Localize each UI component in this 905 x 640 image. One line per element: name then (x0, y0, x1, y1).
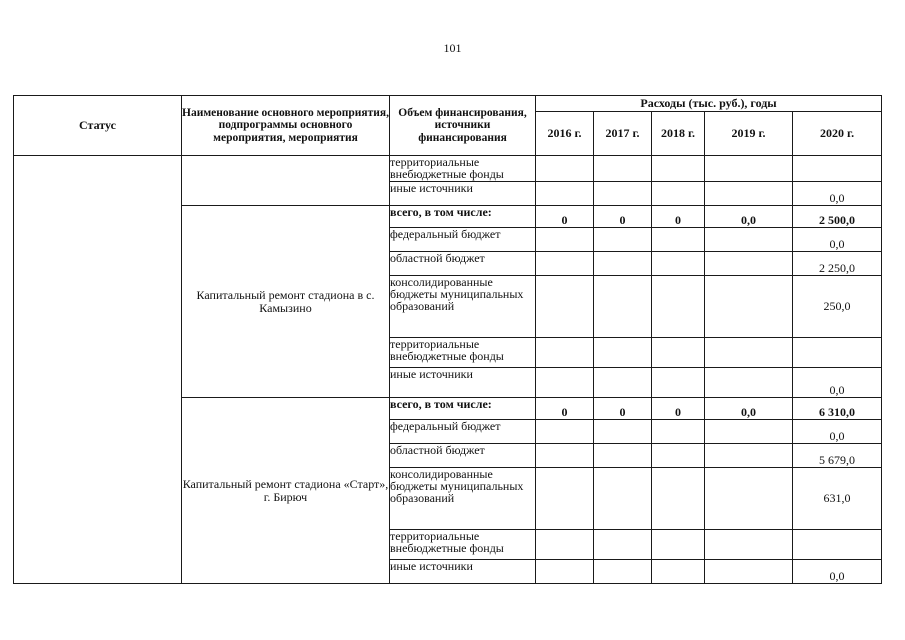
value-cell (594, 338, 652, 368)
value-cell: 2 250,0 (793, 252, 882, 276)
value-cell (705, 156, 793, 182)
value-cell (705, 276, 793, 338)
value-cell: 0 (536, 206, 594, 228)
year-2020-header: 2020 г. (793, 112, 882, 156)
value-cell: 2 500,0 (793, 206, 882, 228)
year-2016-header: 2016 г. (536, 112, 594, 156)
value-cell (536, 228, 594, 252)
value-cell (594, 468, 652, 530)
value-cell: 0,0 (793, 182, 882, 206)
value-cell: 0 (594, 206, 652, 228)
source-cell: территориальные внебюджетные фонды (390, 156, 536, 182)
value-cell (594, 444, 652, 468)
value-cell: 5 679,0 (793, 444, 882, 468)
value-cell: 0,0 (793, 228, 882, 252)
value-cell (536, 468, 594, 530)
page-number: 101 (443, 41, 462, 55)
value-cell (793, 530, 882, 560)
financing-table (13, 95, 882, 584)
value-cell (594, 276, 652, 338)
value-cell (652, 228, 705, 252)
value-cell: 0,0 (793, 420, 882, 444)
value-cell (594, 560, 652, 584)
source-cell: всего, в том числе: (390, 206, 536, 228)
status-header: Статус (14, 96, 182, 156)
value-cell (793, 338, 882, 368)
year-2018-header: 2018 г. (652, 112, 705, 156)
value-cell (705, 468, 793, 530)
value-cell (594, 420, 652, 444)
source-cell: федеральный бюджет (390, 420, 536, 444)
value-cell (793, 156, 882, 182)
value-cell (594, 530, 652, 560)
event-name-header: Наименование основного мероприятия, подпрограммы основного мероприятия, мероприятия (182, 96, 390, 156)
value-cell (594, 182, 652, 206)
event-name-cell: Капитальный ремонт стадиона «Старт», г. Бирюч (182, 398, 390, 584)
value-cell (652, 530, 705, 560)
value-cell (536, 444, 594, 468)
value-cell (652, 338, 705, 368)
value-cell: 0,0 (705, 398, 793, 420)
funding-header: Объем финансирования, источники финансирования (390, 96, 536, 156)
value-cell (536, 338, 594, 368)
continuation-event-cell (182, 156, 390, 206)
value-cell (536, 252, 594, 276)
value-cell (594, 156, 652, 182)
value-cell (705, 252, 793, 276)
value-cell: 250,0 (793, 276, 882, 338)
expenses-header: Расходы (тыс. руб.), годы (536, 96, 882, 112)
value-cell (652, 276, 705, 338)
value-cell (705, 530, 793, 560)
source-cell: иные источники (390, 560, 536, 584)
value-cell (705, 228, 793, 252)
value-cell: 0,0 (793, 560, 882, 584)
source-cell: иные источники (390, 182, 536, 206)
source-cell: территориальные внебюджетные фонды (390, 338, 536, 368)
value-cell: 0 (536, 398, 594, 420)
source-cell: федеральный бюджет (390, 228, 536, 252)
value-cell (705, 560, 793, 584)
value-cell (536, 368, 594, 398)
year-2017-header: 2017 г. (594, 112, 652, 156)
value-cell (652, 252, 705, 276)
value-cell: 0,0 (705, 206, 793, 228)
value-cell (536, 182, 594, 206)
source-cell: областной бюджет (390, 252, 536, 276)
value-cell: 631,0 (793, 468, 882, 530)
value-cell (652, 182, 705, 206)
value-cell: 0,0 (793, 368, 882, 398)
value-cell (536, 276, 594, 338)
value-cell: 6 310,0 (793, 398, 882, 420)
value-cell (705, 420, 793, 444)
value-cell (705, 182, 793, 206)
value-cell (652, 444, 705, 468)
value-cell: 0 (652, 206, 705, 228)
value-cell (705, 368, 793, 398)
source-cell: всего, в том числе: (390, 398, 536, 420)
value-cell (536, 530, 594, 560)
value-cell (652, 156, 705, 182)
value-cell: 0 (594, 398, 652, 420)
value-cell (652, 368, 705, 398)
source-cell: консолидированные бюджеты муниципальных образований (390, 468, 536, 530)
value-cell (652, 420, 705, 444)
value-cell (536, 560, 594, 584)
source-cell: областной бюджет (390, 444, 536, 468)
year-2019-header: 2019 г. (705, 112, 793, 156)
value-cell (705, 338, 793, 368)
source-cell: иные источники (390, 368, 536, 398)
value-cell (594, 228, 652, 252)
value-cell: 0 (652, 398, 705, 420)
status-cell (14, 156, 182, 584)
value-cell (652, 560, 705, 584)
event-name-cell: Капитальный ремонт стадиона в с. Камызино (182, 206, 390, 398)
value-cell (594, 368, 652, 398)
value-cell (652, 468, 705, 530)
source-cell: консолидированные бюджеты муниципальных образований (390, 276, 536, 338)
source-cell: территориальные внебюджетные фонды (390, 530, 536, 560)
value-cell (594, 252, 652, 276)
value-cell (536, 420, 594, 444)
value-cell (705, 444, 793, 468)
value-cell (536, 156, 594, 182)
